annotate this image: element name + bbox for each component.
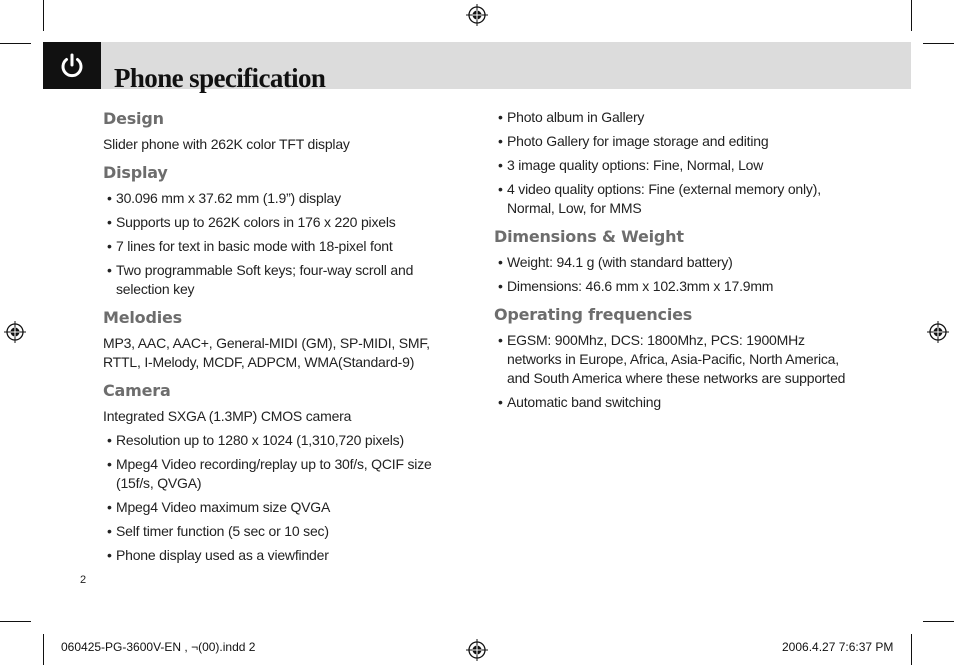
list-item: • Photo album in Gallery (494, 108, 874, 127)
section-heading-display: Display (103, 163, 168, 182)
crop-mark (923, 43, 954, 44)
crop-mark (43, 634, 44, 665)
list-item: • 7 lines for text in basic mode with 18-pixel font (103, 237, 453, 256)
registration-mark-icon (466, 4, 488, 26)
list-item: • Resolution up to 1280 x 1024 (1,310,720 pixels) (103, 431, 453, 450)
section-heading-frequencies: Operating frequencies (494, 305, 693, 324)
header-icon-box (43, 42, 101, 89)
crop-mark (923, 621, 954, 622)
list-item: • Weight: 94.1 g (with standard battery) (494, 253, 874, 272)
crop-mark (0, 621, 31, 622)
list-item: • 30.096 mm x 37.62 mm (1.9”) display (103, 189, 453, 208)
display-list (103, 189, 453, 299)
list-item: • Dimensions: 46.6 mm x 102.3mm x 17.9mm (494, 277, 874, 296)
frequencies-list (494, 331, 874, 412)
list-item: • Automatic band switching (494, 393, 874, 412)
crop-mark (911, 0, 912, 31)
page-number: 2 (80, 574, 87, 586)
list-item: • Mpeg4 Video recording/replay up to 30f/s, QCIF size (15f/s, QVGA) (103, 455, 453, 493)
section-heading-camera: Camera (103, 381, 171, 400)
crop-mark (0, 43, 31, 44)
list-item: • Mpeg4 Video maximum size QVGA (103, 498, 453, 517)
list-item: • 4 video quality options: Fine (external memory only), Normal, Low, for MMS (494, 180, 839, 218)
page-title: Phone specification (114, 63, 326, 93)
registration-mark-icon (927, 321, 949, 343)
list-item: • EGSM: 900Mhz, DCS: 1800Mhz, PCS: 1900MHz networks in Europe, Africa, Asia-Pacific, North America, and South America where these networks are supported (494, 331, 859, 388)
camera-list (103, 431, 453, 565)
section-heading-melodies: Melodies (103, 308, 182, 327)
section-heading-design: Design (103, 109, 164, 128)
left-column (103, 108, 453, 570)
registration-mark-icon (4, 321, 26, 343)
list-item: • Photo Gallery for image storage and editing (494, 132, 874, 151)
dimensions-list (494, 253, 874, 296)
crop-mark (43, 0, 44, 31)
list-item: • Supports up to 262K colors in 176 x 220 pixels (103, 213, 453, 232)
list-item: • 3 image quality options: Fine, Normal, Low (494, 156, 874, 175)
right-column (494, 108, 874, 417)
list-item: • Phone display used as a viewfinder (103, 546, 453, 565)
melodies-text: MP3, AAC, AAC+, General-MIDI (GM), SP-MIDI, SMF, RTTL, I-Melody, MCDF, ADPCM, WMA(Standard-9) (103, 335, 430, 370)
registration-mark-icon (466, 639, 488, 661)
list-item: • Self timer function (5 sec or 10 sec) (103, 522, 453, 541)
design-text: Slider phone with 262K color TFT display (103, 136, 350, 152)
footer-timestamp: 2006.4.27 7:6:37 PM (782, 640, 894, 654)
section-heading-dimensions: Dimensions & Weight (494, 227, 684, 246)
list-item: • Two programmable Soft keys; four-way scroll and selection key (103, 261, 453, 299)
crop-mark (911, 634, 912, 665)
power-icon (57, 51, 87, 81)
camera-text: Integrated SXGA (1.3MP) CMOS camera (103, 408, 352, 424)
camera-continued-list (494, 108, 874, 218)
footer-file-info: 060425-PG-3600V-EN , ¬(00).indd 2 (61, 640, 256, 654)
